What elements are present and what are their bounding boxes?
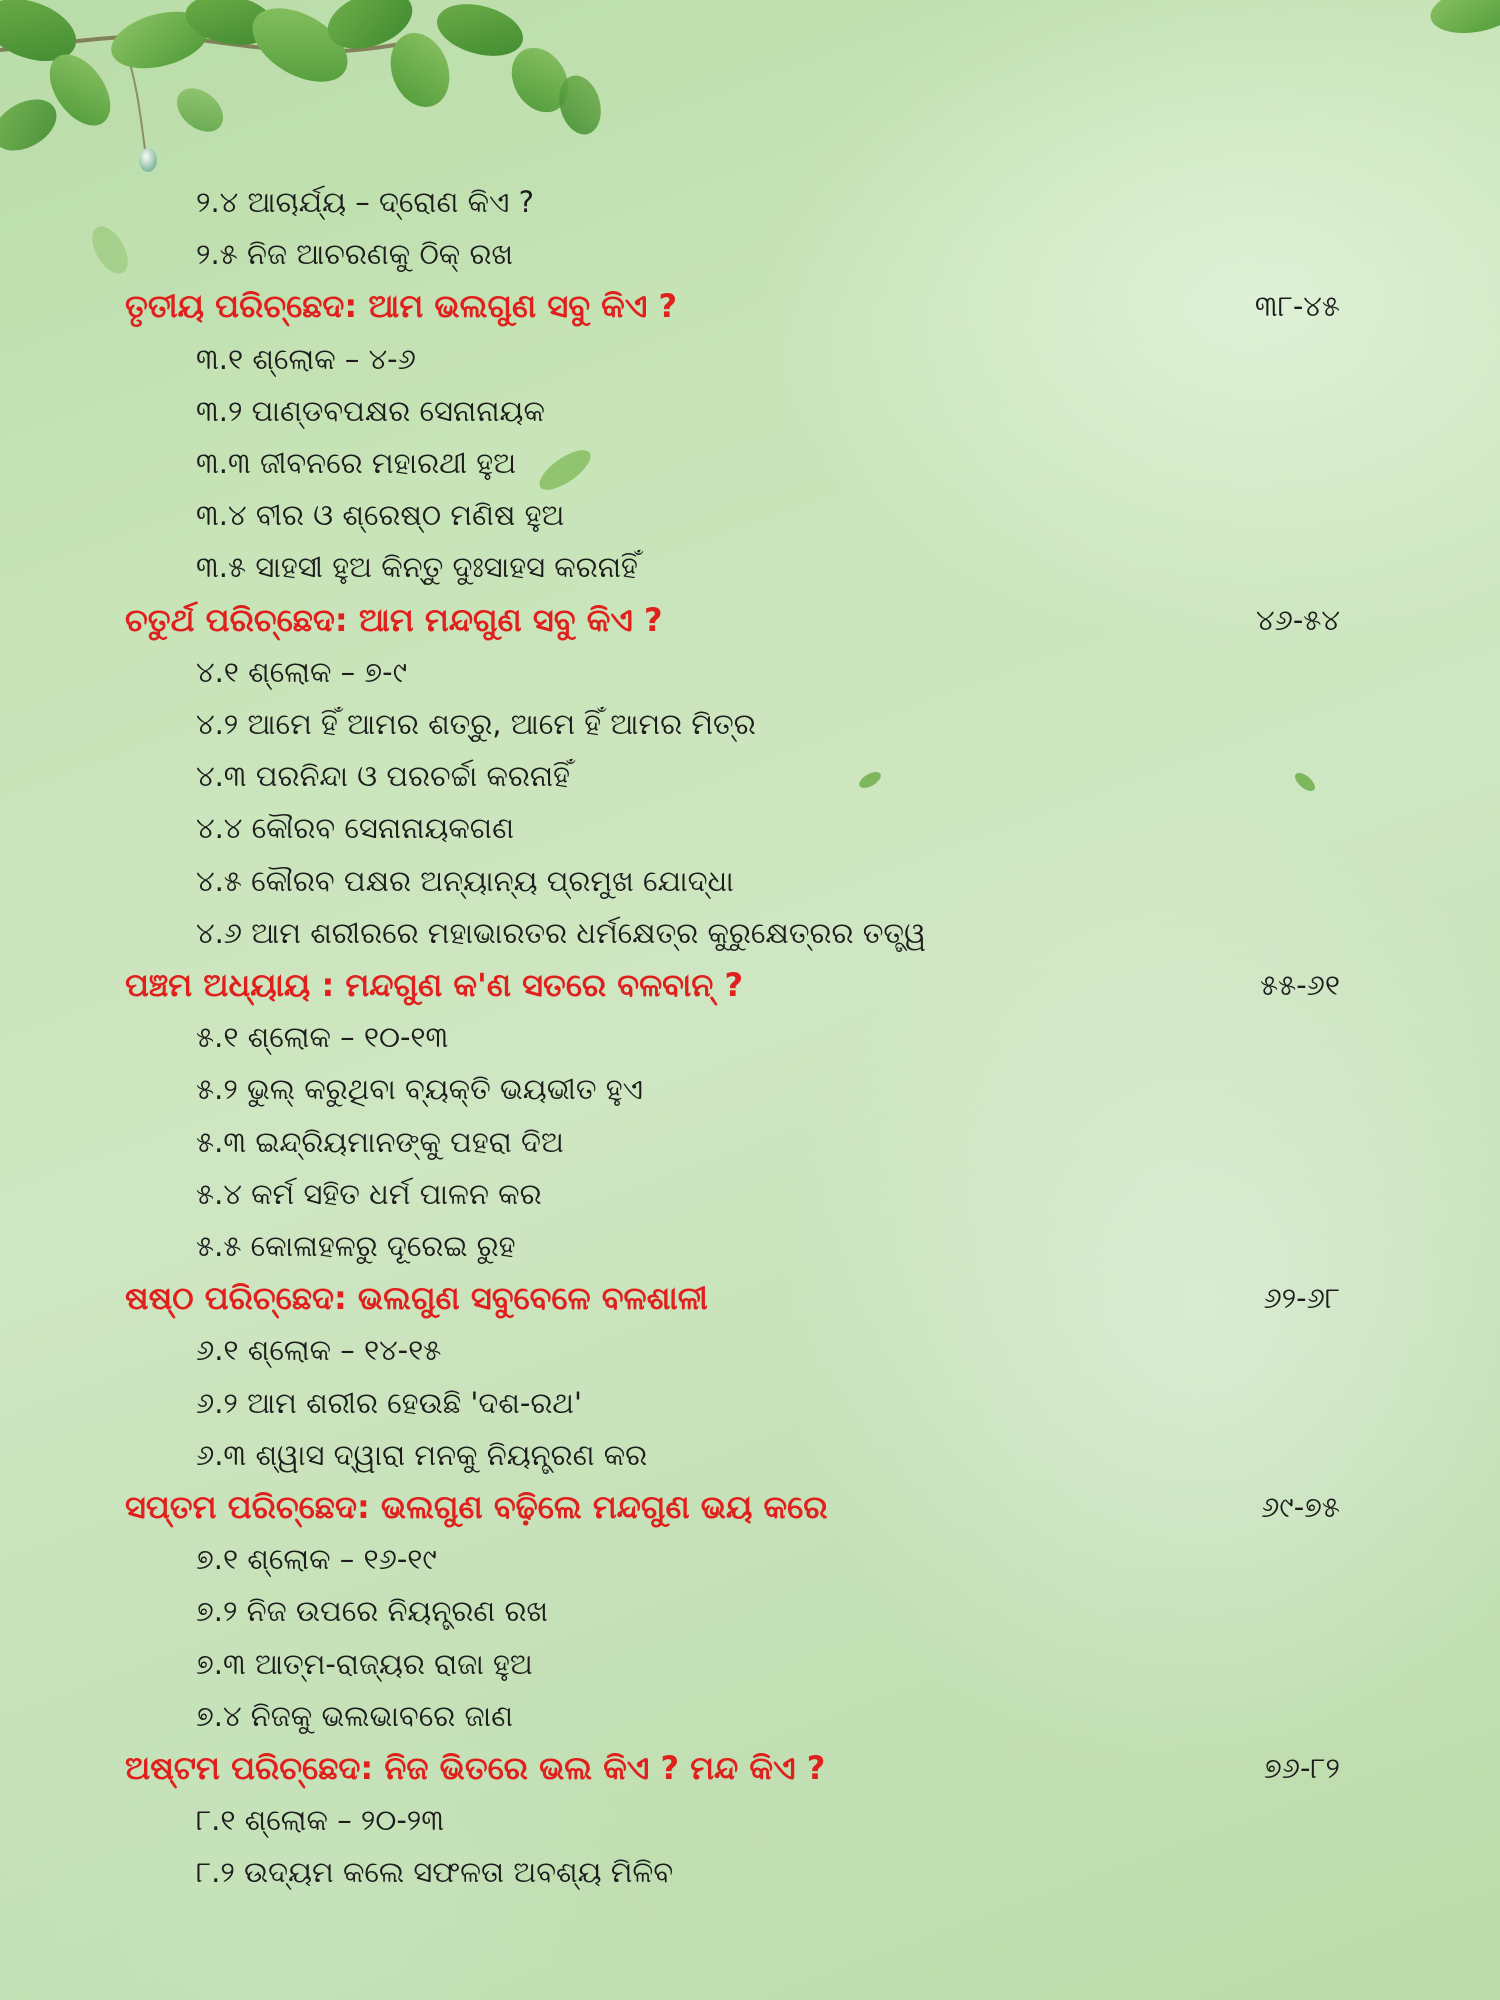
section-item: ୬.୩ ଶ୍ୱାସ ଦ୍ୱାରା ମନକୁ ନିୟନ୍ତ୍ରଣ କର [196, 1438, 648, 1472]
section-item: ୬.୨ ଆମ ଶରୀର ହେଉଛି 'ଦଶ-ରଥ' [196, 1386, 582, 1420]
page-range: ୬୯-୭୫ [1261, 1490, 1340, 1524]
section-item: ୫.୨ ଭୁଲ୍ କରୁଥିବା ବ୍ୟକ୍ତି ଭୟଭୀତ ହୁଏ [196, 1072, 644, 1106]
page-range: ୭୬-୮୨ [1263, 1751, 1340, 1785]
chapter-heading: ଚତୁର୍ଥ ପରିଚ୍ଛେଦ: ଆମ ମନ୍ଦଗୁଣ ସବୁ କିଏ ? [125, 601, 663, 639]
chapter-heading: ଷଷ୍ଠ ପରିଚ୍ଛେଦ: ଭଲଗୁଣ ସବୁବେଳେ ବଳଶାଳୀ [125, 1279, 708, 1317]
section-item: ୪.୬ ଆମ ଶରୀରରେ ମହାଭାରତର ଧର୍ମକ୍ଷେତ୍ର କୁରୁକ୍ଷେତ୍ରର ତତ୍ତ୍ୱ [196, 916, 926, 950]
chapter-heading: ପଞ୍ଚମ ଅଧ୍ୟାୟ : ମନ୍ଦଗୁଣ କ'ଣ ସତରେ ବଳବାନ୍ ? [125, 966, 744, 1004]
page-range: ୪୬-୫୪ [1256, 603, 1340, 637]
section-item: ୩.୫ ସାହସୀ ହୁଅ କିନ୍ତୁ ଦୁଃସାହସ କରନାହିଁ [196, 550, 638, 584]
section-item: ୮.୧ ଶ୍ଲୋକ – ୨୦-୨୩ [196, 1803, 445, 1837]
section-item: ୨.୪ ଆଚାର୍ଯ୍ୟ – ଦ୍ରୋଣ କିଏ ? [196, 185, 535, 219]
section-item: ୫.୧ ଶ୍ଲୋକ – ୧୦-୧୩ [196, 1020, 449, 1054]
section-item: ୨.୫ ନିଜ ଆଚରଣକୁ ଠିକ୍ ରଖ [196, 237, 514, 271]
section-item: ୮.୨ ଉଦ୍ୟମ କଲେ ସଫଳତା ଅବଶ୍ୟ ମିଳିବ [196, 1855, 674, 1889]
page-range: ୩୮-୪୫ [1254, 289, 1340, 323]
section-item: ୪.୨ ଆମେ ହିଁ ଆମର ଶତ୍ରୁ, ଆମେ ହିଁ ଆମର ମିତ୍ର [196, 707, 756, 741]
section-item: ୭.୨ ନିଜ ଉପରେ ନିୟନ୍ତ୍ରଣ ରଖ [196, 1594, 549, 1628]
section-item: ୪.୪ କୌରବ ସେନାନାୟକଗଣ [196, 811, 515, 845]
page-range: ୬୨-୬୮ [1263, 1281, 1340, 1315]
section-item: ୫.୩ ଇନ୍ଦ୍ରିୟମାନଙ୍କୁ ପହରା ଦିଅ [196, 1125, 564, 1159]
page-range: ୫୫-୬୧ [1260, 968, 1340, 1002]
section-item: ୪.୩ ପରନିନ୍ଦା ଓ ପରଚର୍ଚ୍ଚା କରନାହିଁ [196, 759, 571, 793]
chapter-heading: ସପ୍ତମ ପରିଚ୍ଛେଦ: ଭଲଗୁଣ ବଢ଼ିଲେ ମନ୍ଦଗୁଣ ଭୟ କରେ [125, 1488, 828, 1526]
section-item: ୪.୧ ଶ୍ଲୋକ – ୭-୯ [196, 655, 407, 689]
section-item: ୭.୧ ଶ୍ଲୋକ – ୧୬-୧୯ [196, 1542, 437, 1576]
section-item: ୩.୨ ପାଣ୍ଡବପକ୍ଷର ସେନାନାୟକ [196, 394, 545, 428]
chapter-heading: ଅଷ୍ଟମ ପରିଚ୍ଛେଦ: ନିଜ ଭିତରେ ଭଲ କିଏ ? ମନ୍ଦ କିଏ ? [125, 1749, 826, 1787]
section-item: ୭.୪ ନିଜକୁ ଭଲଭାବରେ ଜାଣ [196, 1699, 514, 1733]
section-item: ୪.୫ କୌରବ ପକ୍ଷର ଅନ୍ୟାନ୍ୟ ପ୍ରମୁଖ ଯୋଦ୍ଧା [196, 864, 734, 898]
section-item: ୭.୩ ଆତ୍ମ-ରାଜ୍ୟର ରାଜା ହୁଅ [196, 1647, 533, 1681]
section-item: ୫.୪ କର୍ମ ସହିତ ଧର୍ମ ପାଳନ କର [196, 1177, 542, 1211]
chapter-heading: ତୃତୀୟ ପରିଚ୍ଛେଦ: ଆମ ଭଲଗୁଣ ସବୁ କିଏ ? [125, 287, 678, 325]
section-item: ୩.୧ ଶ୍ଲୋକ – ୪-୬ [196, 342, 416, 376]
section-item: ୬.୧ ଶ୍ଲୋକ – ୧୪-୧୫ [196, 1333, 442, 1367]
section-item: ୫.୫ କୋଳାହଳରୁ ଦୂରେଇ ରୁହ [196, 1229, 516, 1263]
section-item: ୩.୩ ଜୀବନରେ ମହାରଥୀ ହୁଅ [196, 446, 517, 480]
section-item: ୩.୪ ବୀର ଓ ଶ୍ରେଷ୍ଠ ମଣିଷ ହୁଅ [196, 498, 565, 532]
